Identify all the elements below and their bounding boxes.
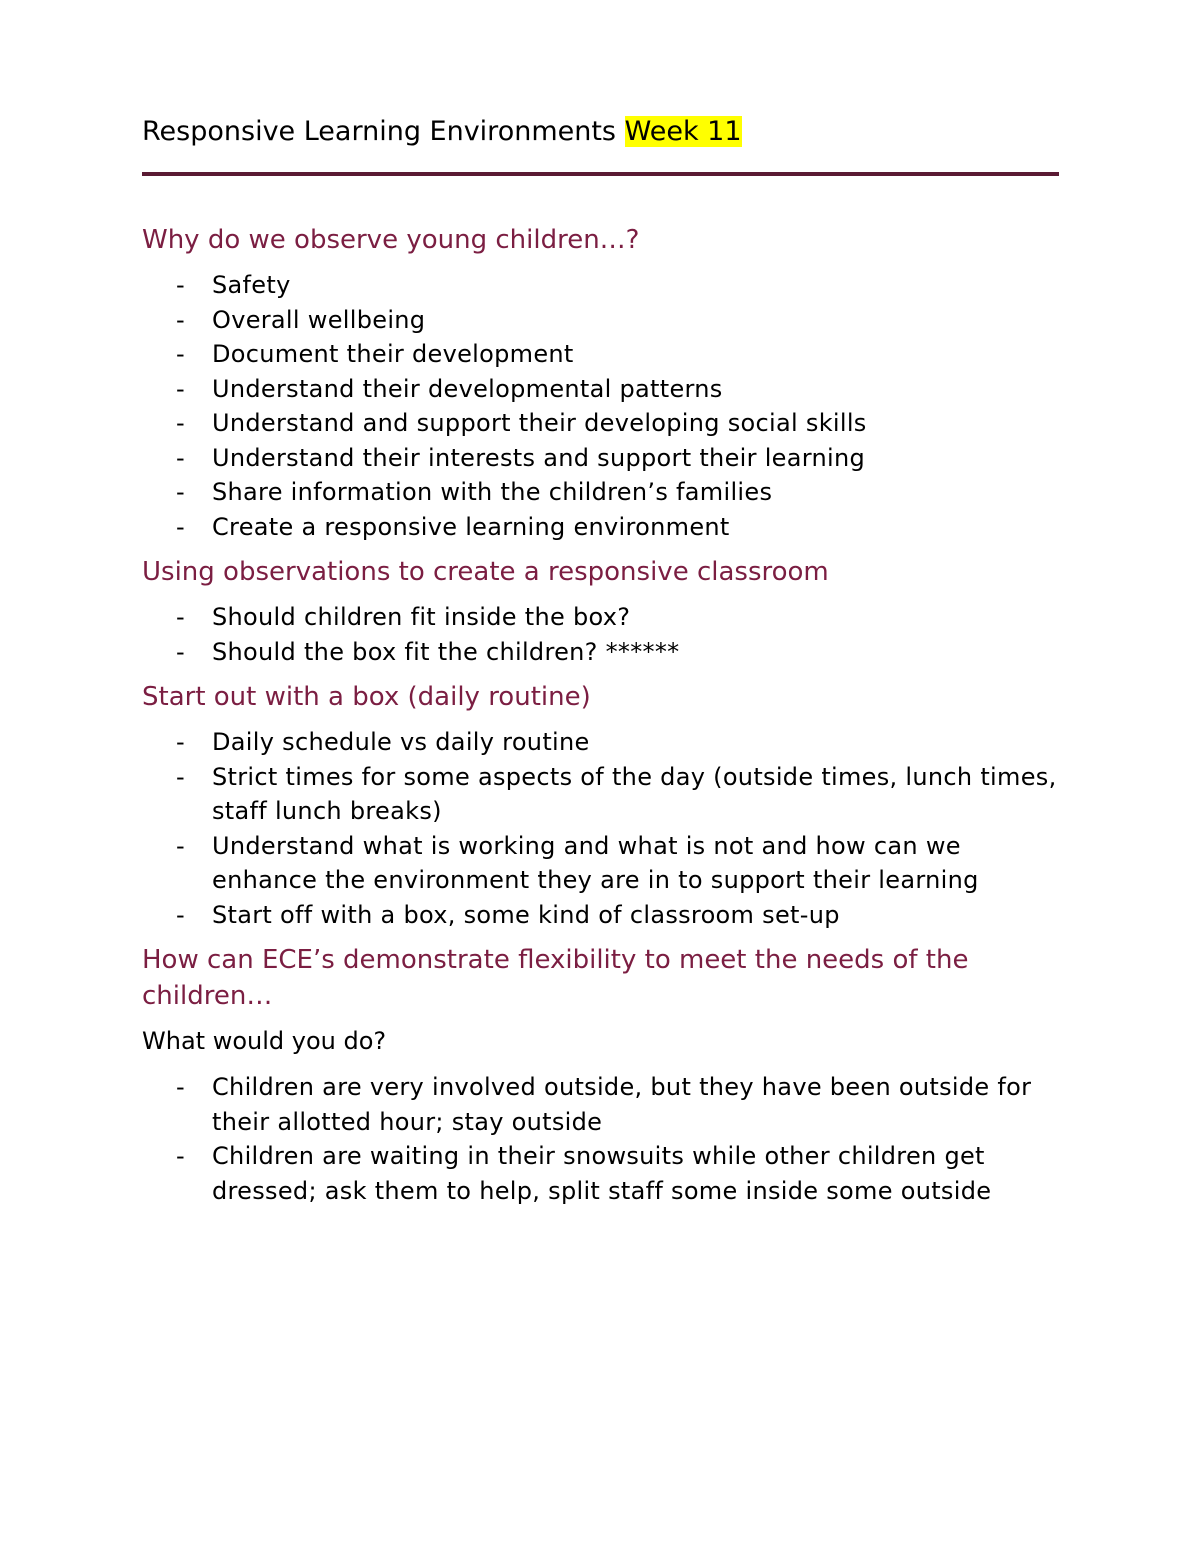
dash-bullet: - [176,443,185,472]
title-week-highlight: Week 11 [624,116,742,147]
list-item: - Should the box fit the children? ****** [142,635,1062,670]
document-title [142,112,742,152]
document-body [142,222,1062,1218]
dash-bullet: - [176,637,185,666]
dash-bullet: - [176,762,185,791]
list-item: - Share information with the children’s families [142,475,1062,510]
dash-bullet: - [176,1073,185,1101]
bullet-list-daily-routine [142,725,1062,932]
dash-bullet: - [176,478,185,506]
bullet-list-why-observe [142,268,1062,544]
bullet-list-using-observations [142,600,1062,669]
dash-bullet: - [176,728,185,756]
dash-bullet: - [176,831,185,860]
list-item: - Understand what is working and what is not and how can we enhance the environment they are in to support their learning [142,829,1062,898]
dash-bullet: - [176,900,185,929]
list-item: - Understand their interests and support their learning [142,441,1062,476]
list-item: - Start off with a box, some kind of classroom set-up [142,898,1062,933]
list-item: - Daily schedule vs daily routine [142,725,1062,760]
list-item: - Children are waiting in their snowsuits while other children get dressed; ask them to help, split staff some inside some outside [142,1139,1062,1208]
list-item: - Understand and support their developing social skills [142,406,1062,441]
list-item: - Children are very involved outside, but they have been outside for their allotted hour; stay outside [142,1070,1062,1139]
dash-bullet: - [176,512,185,541]
list-item: - Overall wellbeing [142,303,1062,338]
dash-bullet: - [176,603,185,631]
dash-bullet: - [176,340,185,368]
dash-bullet: - [176,271,185,299]
title-divider [142,172,1059,176]
dash-bullet: - [176,1142,185,1170]
section-heading-daily-routine: Start out with a box (daily routine) [142,682,591,712]
section-heading-why-observe: Why do we observe young children…? [142,225,640,255]
list-item: - Create a responsive learning environment [142,510,1062,545]
dash-bullet: - [176,409,185,437]
section-heading-flexibility: How can ECE’s demonstrate flexibility to meet the needs of the children… [142,945,969,1011]
question-text: What would you do? [142,1027,387,1055]
list-item: - Safety [142,268,1062,303]
dash-bullet: - [176,305,185,334]
list-item: - Understand their developmental patterns [142,372,1062,407]
list-item: - Strict times for some aspects of the day (outside times, lunch times, staff lunch breaks) [142,760,1062,829]
bullet-list-flexibility [142,1070,1062,1208]
list-item: - Should children fit inside the box? [142,600,1062,635]
dash-bullet: - [176,374,185,403]
list-item: - Document their development [142,337,1062,372]
title-text: Responsive Learning Environments [142,116,617,147]
section-heading-using-observations: Using observations to create a responsive classroom [142,557,829,587]
